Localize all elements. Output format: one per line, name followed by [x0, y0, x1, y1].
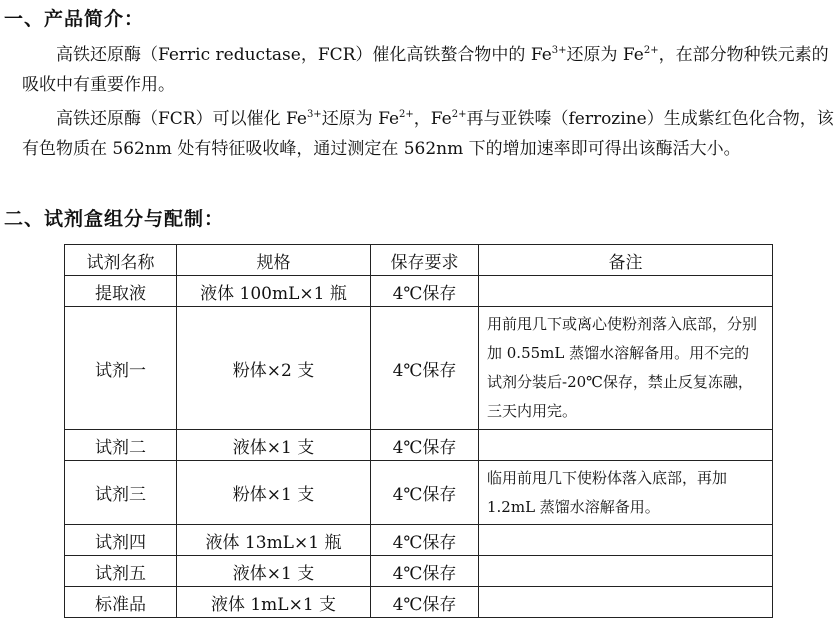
reagent-name: 试剂二: [65, 430, 177, 461]
header-note: 备注: [479, 245, 773, 276]
reagent-spec: 液体×1 支: [177, 556, 371, 587]
reagent-spec: 液体 13mL×1 瓶: [177, 525, 371, 556]
reagent-name: 试剂四: [65, 525, 177, 556]
reagent-table: [64, 244, 773, 618]
table-row: [65, 430, 773, 461]
table-row: [65, 525, 773, 556]
reagent-name: 标准品: [65, 587, 177, 618]
reagent-spec: 液体 100mL×1 瓶: [177, 276, 371, 307]
section-heading-kit-components: 二、试剂盒组分与配制：: [4, 208, 225, 230]
reagent-spec: 粉体×2 支: [177, 307, 371, 430]
header-reagent-name: 试剂名称: [65, 245, 177, 276]
table-row: [65, 276, 773, 307]
reagent-name: 试剂五: [65, 556, 177, 587]
table-row: [65, 307, 773, 430]
reagent-name: 试剂一: [65, 307, 177, 430]
header-spec: 规格: [177, 245, 371, 276]
reagent-storage: 4℃保存: [371, 556, 479, 587]
reagent-note: [479, 276, 773, 307]
reagent-storage: 4℃保存: [371, 525, 479, 556]
reagent-note: 用前甩几下或离心使粉剂落入底部，分别加 0.55mL 蒸馏水溶解备用。用不完的试剂分装后-20℃保存，禁止反复冻融，三天内用完。: [479, 307, 773, 430]
reagent-note: [479, 556, 773, 587]
reagent-note: 临用前甩几下使粉体落入底部，再加 1.2mL 蒸馏水溶解备用。: [479, 461, 773, 525]
section-heading-intro: 一、产品简介：: [4, 8, 145, 30]
reagent-note: [479, 525, 773, 556]
reagent-name: 提取液: [65, 276, 177, 307]
reagent-storage: 4℃保存: [371, 307, 479, 430]
table-row: [65, 587, 773, 618]
reagent-storage: 4℃保存: [371, 587, 479, 618]
reagent-storage: 4℃保存: [371, 430, 479, 461]
table-header-row: [65, 245, 773, 276]
reagent-spec: 液体 1mL×1 支: [177, 587, 371, 618]
header-storage: 保存要求: [371, 245, 479, 276]
intro-paragraph-2: 高铁还原酶（FCR）可以催化 $Fe^{3+}$还原为 $Fe^{2+}$，$Fe^{2+}$再与亚铁嗪（ferrozine）生成紫红色化合物，该有色物质在 562nm 处有特征吸收峰，通过测定在 562nm 下的增加速率即可得出该酶活大小。: [22, 109, 834, 159]
reagent-spec: 粉体×1 支: [177, 461, 371, 525]
reagent-storage: 4℃保存: [371, 276, 479, 307]
reagent-note: [479, 587, 773, 618]
table-row: [65, 556, 773, 587]
table-row: [65, 461, 773, 525]
intro-paragraph-1: 高铁还原酶（Ferric reductase，FCR）催化高铁螯合物中的 $Fe^{3+}$还原为 $Fe^{2+}$，在部分物种铁元素的吸收中有重要作用。: [22, 45, 829, 95]
reagent-note: [479, 430, 773, 461]
reagent-spec: 液体×1 支: [177, 430, 371, 461]
reagent-storage: 4℃保存: [371, 461, 479, 525]
reagent-name: 试剂三: [65, 461, 177, 525]
